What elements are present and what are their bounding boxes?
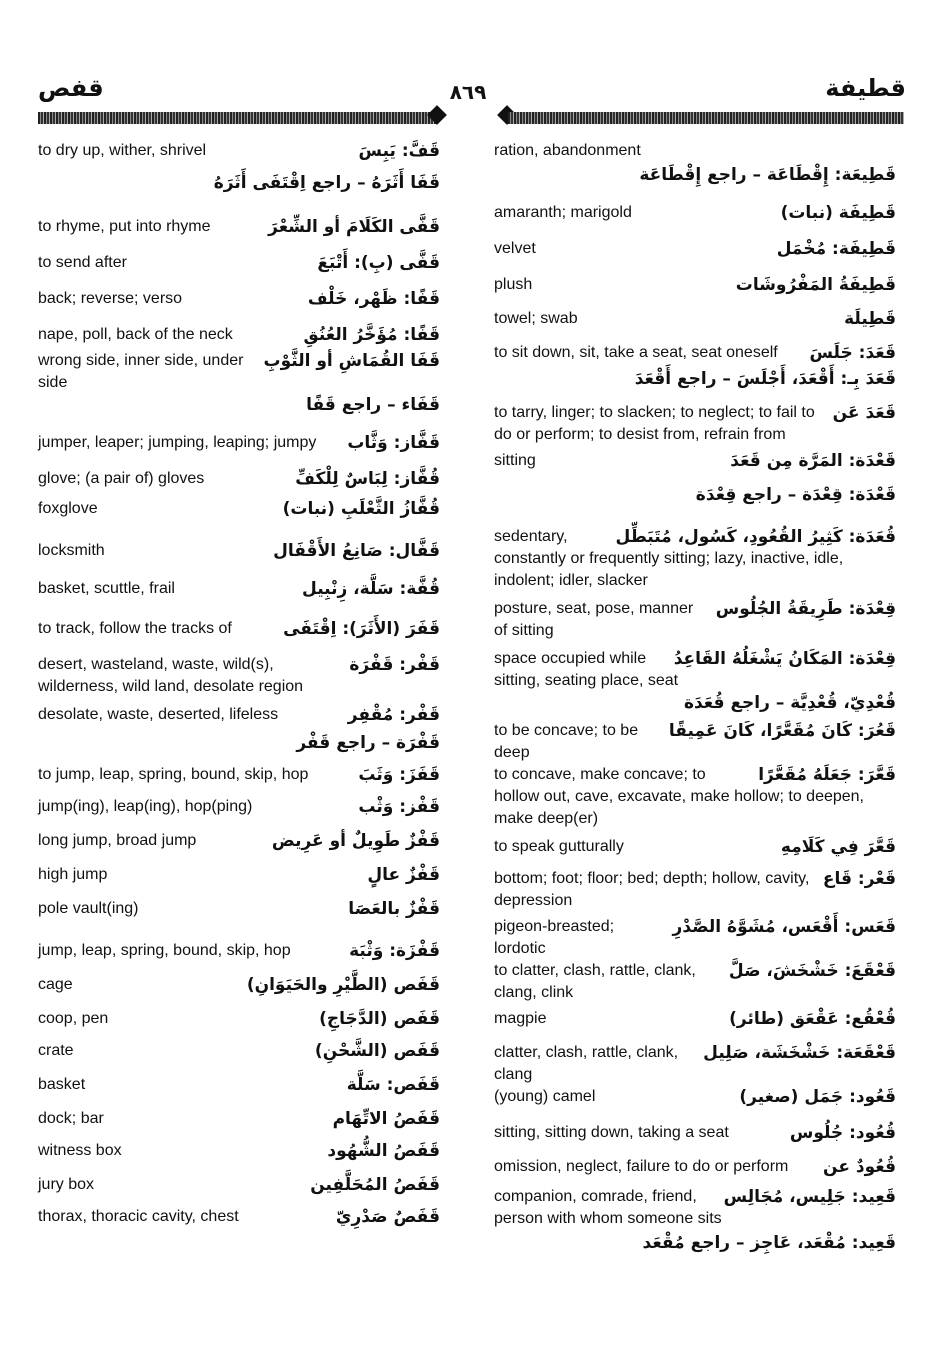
english-definition: companion, comrade, friend, person with whom someone sits [494, 1188, 722, 1227]
dictionary-entry [494, 140, 896, 164]
arabic-headword: قَفَّى الكَلَامَ أو الشِّعْرَ [268, 217, 440, 237]
dictionary-entry [494, 368, 896, 402]
dictionary-entry [494, 1008, 896, 1042]
dictionary-entry [38, 704, 440, 732]
english-definition: to be concave; to be deep [494, 722, 639, 761]
arabic-headword: قَفَصُ الشُّهُود [327, 1141, 440, 1161]
english-definition: bottom; foot; floor; bed; depth; hollow, cavity, depression [494, 870, 810, 909]
dictionary-entry [494, 402, 896, 450]
dictionary-entry [38, 578, 440, 618]
arabic-headword: قَفْزٌ طَوِيلٌ أو عَرِيض [271, 831, 440, 851]
dictionary-entry [38, 764, 440, 796]
arabic-headword: قَعُرَ: كَانَ مُقَعَّرًا، كَانَ عَمِيقًا [668, 721, 896, 741]
dictionary-entry [494, 238, 896, 274]
arabic-headword: قَفْرَة – راجع قَفْر [296, 733, 440, 753]
dictionary-entry [38, 1174, 440, 1206]
arabic-headword: قَفَرَ (الأَثَرَ): اِقْتَفَى [283, 619, 440, 639]
english-definition: to jump, leap, spring, bound, skip, hop [38, 766, 309, 783]
arabic-headword: قَطِيفَةُ المَفْرُوشَات [735, 275, 896, 295]
arabic-headword: قُعْقُع: عَقْعَق (طائر) [729, 1009, 896, 1029]
english-definition: to clatter, clash, rattle, clank, clang, clink [494, 962, 696, 1001]
arabic-headword: قَعَّرَ: جَعَلَهُ مُقَعَّرًا [758, 765, 896, 785]
left-column [38, 140, 440, 1236]
arabic-headword: قُعَدَة: كَثِيرُ القُعُودِ، كَسُول، مُتَبَطِّل [615, 527, 896, 547]
english-definition: jury box [38, 1176, 95, 1193]
right-column [494, 140, 896, 1262]
arabic-headword: قَعْقَعَ: خَشْخَشَ، صَلَّ [728, 961, 896, 981]
english-definition: locksmith [38, 542, 105, 559]
dictionary-entry [38, 394, 440, 432]
english-definition: to sit down, sit, take a seat, seat oneself [494, 344, 778, 361]
dictionary-entry [38, 498, 440, 540]
english-definition: desolate, waste, deserted, lifeless [38, 706, 279, 723]
dictionary-entry [494, 648, 896, 692]
arabic-headword: قُعْدِيّ، قُعْدِيَّة – راجع قُعَدَة [683, 693, 896, 713]
english-definition: pole vault(ing) [38, 900, 139, 917]
dictionary-entry [38, 830, 440, 864]
arabic-headword: قَفَا أَثَرَهُ – راجع اِقْتَفَى أَثَرَهُ [213, 173, 440, 193]
english-definition: to track, follow the tracks of [38, 620, 232, 637]
arabic-headword: قَفَص (الشَّحْنِ) [314, 1041, 440, 1061]
english-definition: to rhyme, put into rhyme [38, 218, 211, 235]
arabic-headword: قَعَدَ عَن [832, 403, 896, 423]
dictionary-entry [38, 1008, 440, 1040]
english-definition: long jump, broad jump [38, 832, 197, 849]
dictionary-entry [38, 898, 440, 940]
arabic-headword: قَفْزٌ بالعَصَا [348, 899, 440, 919]
english-definition: wrong side, inner side, under side [38, 352, 244, 391]
dictionary-entry [38, 1140, 440, 1174]
dictionary-entry [494, 450, 896, 484]
dictionary-entry [38, 432, 440, 468]
arabic-headword: قَعُود: جَمَل (صغير) [739, 1087, 896, 1107]
page-number: ٨٦٩ [449, 80, 487, 104]
english-definition: cage [38, 976, 73, 993]
arabic-headword: قَفْزَة: وَثْبَة [349, 941, 440, 961]
dictionary-entry [38, 140, 440, 172]
english-definition: (young) camel [494, 1088, 596, 1105]
dictionary-entry [494, 1086, 896, 1122]
dictionary-entry [38, 468, 440, 498]
arabic-headword: قَعْدَة: المَرَّة مِن قَعَدَ [730, 451, 896, 471]
english-definition: clatter, clash, rattle, clank, clang [494, 1044, 679, 1083]
dictionary-entry [494, 274, 896, 308]
english-definition: to dry up, wither, shrivel [38, 142, 207, 159]
arabic-headword: قَفَصُ الاتِّهَام [332, 1109, 440, 1129]
arabic-headword: قُفَّاز: لِبَاسٌ لِلْكَفِّ [295, 469, 440, 489]
english-definition: witness box [38, 1142, 122, 1159]
arabic-headword: قَطِيفَة: مُخْمَل [776, 239, 896, 259]
arabic-headword: قُعُود: جُلُوس [789, 1123, 896, 1143]
arabic-headword: قَعْقَعَة: خَشْخَشَة، صَلِيل [703, 1043, 896, 1063]
english-definition: to concave, make concave; to hollow out, cave, excavate, make hollow; to deepen, make deep(er) [494, 766, 864, 827]
header-right-word: قطيفة [825, 74, 906, 102]
dictionary-entry [494, 526, 896, 598]
arabic-headword: قَطِيلَة [844, 309, 896, 329]
english-definition: sedentary, constantly or frequently sitting; lazy, inactive, idle, indolent; idler, slacker [494, 528, 844, 589]
arabic-headword: قَفَّى (بِ): أَتْبَعَ [317, 253, 440, 273]
arabic-headword: قَفَصُ المُحَلَّفِين [310, 1175, 440, 1195]
dictionary-entry [38, 974, 440, 1008]
dictionary-entry [38, 1206, 440, 1236]
arabic-headword: قَطِيعَة: إِقْطَاعَة – راجع إِقْطَاعَة [639, 165, 896, 185]
english-definition: posture, seat, pose, manner of sitting [494, 600, 694, 639]
arabic-headword: قَفَص (الطَّيْرِ والحَيَوَانِ) [246, 975, 440, 995]
english-definition: nape, poll, back of the neck [38, 326, 233, 343]
dictionary-entry [494, 1186, 896, 1232]
dictionary-entry [494, 342, 896, 368]
dictionary-entry [494, 1232, 896, 1262]
dictionary-entry [494, 916, 896, 960]
dictionary-entry [38, 288, 440, 324]
english-definition: plush [494, 276, 533, 293]
arabic-headword: قَفًا: مُؤَخَّرُ العُنُقِ [303, 325, 440, 345]
english-definition: jump(ing), leap(ing), hop(ping) [38, 798, 253, 815]
arabic-headword: قَفَزَ: وَثَبَ [358, 765, 440, 785]
arabic-headword: قَفَاء – راجع قَفًا [306, 395, 440, 415]
english-definition: glove; (a pair of) gloves [38, 470, 205, 487]
arabic-headword: قَفَّال: صَانِعُ الأَقْفَال [273, 541, 440, 561]
english-definition: space occupied while sitting, seating place, seat [494, 650, 679, 689]
arabic-headword: قَعَّرَ فِي كَلَامِهِ [780, 837, 896, 857]
dictionary-entry [38, 940, 440, 974]
dictionary-entry [38, 732, 440, 764]
arabic-headword: قَفَص (الدَّجَاجِ) [319, 1009, 440, 1029]
arabic-headword: قُعُودٌ عن [823, 1157, 896, 1177]
english-definition: thorax, thoracic cavity, chest [38, 1208, 239, 1225]
english-definition: coop, pen [38, 1010, 109, 1027]
dictionary-entry [38, 864, 440, 898]
arabic-headword: قَفْر: قَفْرَة [349, 655, 440, 675]
arabic-headword: قَعْر: قَاع [822, 869, 896, 889]
arabic-headword: قَطِيفَة (نبات) [780, 203, 896, 223]
english-definition: towel; swab [494, 310, 578, 327]
dictionary-entry [494, 692, 896, 720]
arabic-headword: قَعَدَ بِـ: أَقْعَدَ، أَجْلَسَ – راجع أَقْعَدَ [634, 369, 896, 389]
dictionary-entry [38, 1040, 440, 1074]
arabic-headword: قَفْزٌ عالٍ [367, 865, 440, 885]
english-definition: high jump [38, 866, 108, 883]
english-definition: jumper, leaper; jumping, leaping; jumpy [38, 434, 317, 451]
dictionary-entry [38, 1074, 440, 1108]
english-definition: foxglove [38, 500, 98, 517]
dictionary-entry [494, 764, 896, 836]
english-definition: back; reverse; verso [38, 290, 183, 307]
arabic-headword: قَعْدَة: قِعْدَة – راجع قِعْدَة [695, 485, 896, 505]
english-definition: basket, scuttle, frail [38, 580, 175, 597]
dictionary-entry [38, 1108, 440, 1140]
english-definition: to tarry, linger; to slacken; to neglect; to fail to do or perform; to desist from, refrain from [494, 404, 815, 443]
english-definition: amaranth; marigold [494, 204, 632, 221]
arabic-headword: قَفَصٌ صَدْرِيّ [335, 1207, 440, 1227]
arabic-headword: قَفَّ: يَبِسَ [358, 141, 440, 161]
english-definition: to speak gutturally [494, 838, 624, 855]
english-definition: dock; bar [38, 1110, 104, 1127]
dictionary-entry [494, 836, 896, 868]
dictionary-entry [494, 308, 896, 342]
dictionary-entry [494, 960, 896, 1008]
header-left-word: قفص [38, 74, 104, 102]
dictionary-entry [38, 540, 440, 578]
english-definition: desert, wasteland, waste, wild(s), wilderness, wild land, desolate region [38, 656, 304, 695]
english-definition: basket [38, 1076, 86, 1093]
dictionary-entry [38, 216, 440, 252]
dictionary-entry [38, 654, 440, 704]
dictionary-entry [494, 202, 896, 238]
dictionary-entry [38, 324, 440, 350]
dictionary-entry [494, 598, 896, 648]
dictionary-entry [38, 796, 440, 830]
english-definition: crate [38, 1042, 74, 1059]
dictionary-entry [494, 1122, 896, 1156]
dictionary-entry [494, 868, 896, 916]
dictionary-entry [494, 1156, 896, 1186]
dictionary-entry [38, 350, 440, 394]
dictionary-entry [494, 720, 896, 764]
dictionary-entry [38, 618, 440, 654]
dictionary-entry [38, 252, 440, 288]
header-rule-left [38, 112, 436, 124]
header-rule-right [508, 112, 904, 124]
arabic-headword: قَفْر: مُقْفِر [347, 705, 440, 725]
arabic-headword: قَعَس: أَقْعَس، مُشَوَّهُ الصَّدْرِ [672, 917, 896, 937]
english-definition: pigeon-breasted; lordotic [494, 918, 615, 957]
dictionary-entry [494, 484, 896, 526]
english-definition: to send after [38, 254, 127, 271]
english-definition: jump, leap, spring, bound, skip, hop [38, 942, 291, 959]
arabic-headword: قِعْدَة: المَكَانُ يَشْغَلُهُ القَاعِدُ [673, 649, 896, 669]
dictionary-entry [494, 1042, 896, 1086]
arabic-headword: قَفَا القُمَاشِ أو الثَّوْبِ [263, 351, 440, 371]
arabic-headword: قَعَدَ: جَلَسَ [809, 343, 896, 363]
english-definition: magpie [494, 1010, 547, 1027]
english-definition: sitting, sitting down, taking a seat [494, 1124, 729, 1141]
arabic-headword: قَعِيد: مُقْعَد، عَاجِز – راجع مُقْعَد [642, 1233, 896, 1253]
arabic-headword: قَفًا: ظَهْر، خَلْف [307, 289, 440, 309]
dictionary-entry [38, 172, 440, 216]
arabic-headword: قَفَص: سَلَّة [346, 1075, 440, 1095]
arabic-headword: قَفْز: وَثْب [358, 797, 440, 817]
english-definition: ration, abandonment [494, 142, 641, 159]
arabic-headword: قَعِيد: جَلِيس، مُجَالِس [723, 1187, 896, 1207]
arabic-headword: قَفَّاز: وَثَّاب [347, 433, 440, 453]
english-definition: velvet [494, 240, 536, 257]
arabic-headword: قُفَّازُ الثَّعْلَبِ (نبات) [282, 499, 440, 519]
arabic-headword: قُفَّة: سَلَّة، زِنْبِيل [302, 579, 440, 599]
arabic-headword: قِعْدَة: طَرِيقَةُ الجُلُوس [715, 599, 896, 619]
english-definition: sitting [494, 452, 536, 469]
english-definition: omission, neglect, failure to do or perform [494, 1158, 789, 1175]
dictionary-entry [494, 164, 896, 202]
